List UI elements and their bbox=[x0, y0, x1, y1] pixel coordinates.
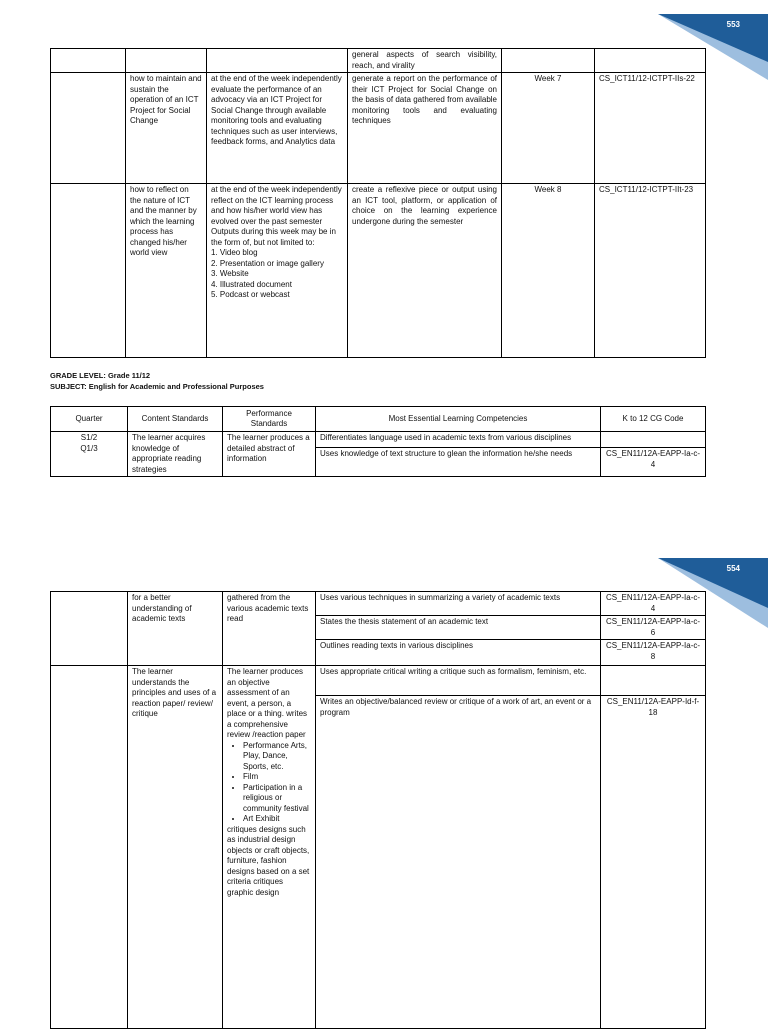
page-gap bbox=[0, 512, 768, 548]
table-cell: CS_ICT11/12-ICTPT-IIt-23 bbox=[595, 184, 706, 358]
column-header: Content Standards bbox=[128, 407, 223, 432]
grade-level-value: Grade 11/12 bbox=[107, 371, 151, 380]
page-number: 553 bbox=[726, 20, 740, 29]
code-cell: CS_EN11/12A-EAPP-Id-f-18 bbox=[601, 696, 706, 1029]
table-cell: generate a report on the performance of their ICT Project for Social Change on the basis of data gathered from available monitoring tools and evaluating techniques bbox=[348, 73, 502, 184]
cell-intro-text: at the end of the week independently reflect on the ICT learning process and how his/her world view has evolved over the past semester Outputs during this week may be in the form of, but not limited to: bbox=[211, 185, 342, 247]
table-row bbox=[51, 432, 706, 448]
competency-cell: Uses appropriate critical writing a critique such as formalism, feminism, etc. bbox=[316, 666, 601, 696]
table-row bbox=[51, 184, 706, 358]
content-standard-cell: The learner acquires knowledge of appropriate reading strategies bbox=[128, 432, 223, 477]
cell-outro-text: critiques designs such as industrial design objects or craft objects, furniture, fashion designs based on a set criteria critiques graphic design bbox=[227, 824, 310, 897]
table-cell: Week 7 bbox=[502, 73, 595, 184]
table-cell: general aspects of search visibility, reach, and virality bbox=[348, 49, 502, 73]
quarter-cell bbox=[51, 592, 128, 666]
content-standard-cell: The learner understands the principles and uses of a reaction paper/ review/ critique bbox=[128, 666, 223, 1029]
table-cell: how to maintain and sustain the operation of an ICT Project for Social Change bbox=[126, 73, 207, 184]
competency-cell: Outlines reading texts in various disciplines bbox=[316, 640, 601, 666]
list-item: 5. Podcast or webcast bbox=[211, 290, 290, 299]
ict-competency-table bbox=[50, 48, 706, 358]
code-cell: CS_EN11/12A-EAPP-Ia-c-8 bbox=[601, 640, 706, 666]
eapp-competency-table-continued bbox=[50, 591, 706, 1029]
table-cell: at the end of the week independently evaluate the performance of an advocacy via an ICT Project for Social Change through available monitoring tools and evaluating techniques such as user interviews, feedback forms, and Analytics data bbox=[207, 73, 348, 184]
quarter-cell bbox=[51, 666, 128, 1029]
list-item: 1. Video blog bbox=[211, 248, 258, 257]
column-header: Performance Standards bbox=[223, 407, 316, 432]
table-cell bbox=[207, 49, 348, 73]
list-item: • Performance Arts, Play, Dance, Sports, etc. bbox=[243, 741, 311, 773]
document-meta bbox=[50, 370, 264, 392]
competency-cell: States the thesis statement of an academic text bbox=[316, 616, 601, 640]
subject-label: SUBJECT: bbox=[50, 382, 87, 391]
cell-intro-text: The learner produces an objective assessment of an event, a person, a place or a thing. writes a comprehensive review /reaction paper bbox=[227, 667, 308, 739]
column-header: Quarter bbox=[51, 407, 128, 432]
content-standard-cell: for a better understanding of academic texts bbox=[128, 592, 223, 666]
table-row bbox=[51, 73, 706, 184]
performance-standard-cell bbox=[223, 666, 316, 1029]
table-cell bbox=[51, 184, 126, 358]
eapp-competency-table bbox=[50, 406, 706, 477]
code-cell bbox=[601, 432, 706, 448]
page-553 bbox=[0, 0, 768, 512]
competency-cell: Uses various techniques in summarizing a variety of academic texts bbox=[316, 592, 601, 616]
code-cell: CS_EN11/12A-EAPP-Ia-c-4 bbox=[601, 448, 706, 477]
competency-cell: Writes an objective/balanced review or critique of a work of art, an event or a program bbox=[316, 696, 601, 1029]
list-item: 3. Website bbox=[211, 269, 249, 278]
column-header: Most Essential Learning Competencies bbox=[316, 407, 601, 432]
list-item: 4. Illustrated document bbox=[211, 279, 292, 289]
competency-cell: Differentiates language used in academic texts from various disciplines bbox=[316, 432, 601, 448]
table-cell: CS_ICT11/12-ICTPT-IIs-22 bbox=[595, 73, 706, 184]
table-cell bbox=[595, 49, 706, 73]
table-cell: how to reflect on the nature of ICT and the manner by which the learning process has changed his/her world view bbox=[126, 184, 207, 358]
list-item: • Art Exhibit bbox=[243, 814, 311, 825]
output-list bbox=[211, 248, 343, 301]
page-554 bbox=[0, 548, 768, 1024]
table-cell bbox=[207, 184, 348, 358]
grade-level-label: GRADE LEVEL: bbox=[50, 371, 106, 380]
page-number: 554 bbox=[726, 564, 740, 573]
table-cell bbox=[126, 49, 207, 73]
table-row bbox=[51, 49, 706, 73]
performance-standard-cell: gathered from the various academic texts read bbox=[223, 592, 316, 666]
table-cell bbox=[502, 49, 595, 73]
list-item: • Film bbox=[243, 772, 311, 783]
code-cell bbox=[601, 666, 706, 696]
table-cell: create a reflexive piece or output using an ICT tool, platform, or application of choice on the learning experience undergone during the semester bbox=[348, 184, 502, 358]
table-cell bbox=[51, 73, 126, 184]
code-cell: CS_EN11/12A-EAPP-Ia-c-6 bbox=[601, 616, 706, 640]
column-header: K to 12 CG Code bbox=[601, 407, 706, 432]
review-topic-list bbox=[227, 741, 311, 825]
performance-standard-cell: The learner produces a detailed abstract of information bbox=[223, 432, 316, 477]
table-row bbox=[51, 592, 706, 616]
table-cell: Week 8 bbox=[502, 184, 595, 358]
competency-cell: Uses knowledge of text structure to glean the information he/she needs bbox=[316, 448, 601, 477]
subject-value: English for Academic and Professional Purposes bbox=[88, 382, 264, 391]
table-header-row bbox=[51, 407, 706, 432]
list-item: 2. Presentation or image gallery bbox=[211, 258, 324, 268]
quarter-cell: S1/2 Q1/3 bbox=[51, 432, 128, 477]
code-cell: CS_EN11/12A-EAPP-Ia-c-4 bbox=[601, 592, 706, 616]
list-item: • Participation in a religious or community festival bbox=[243, 783, 311, 815]
table-row bbox=[51, 666, 706, 696]
table-cell bbox=[51, 49, 126, 73]
